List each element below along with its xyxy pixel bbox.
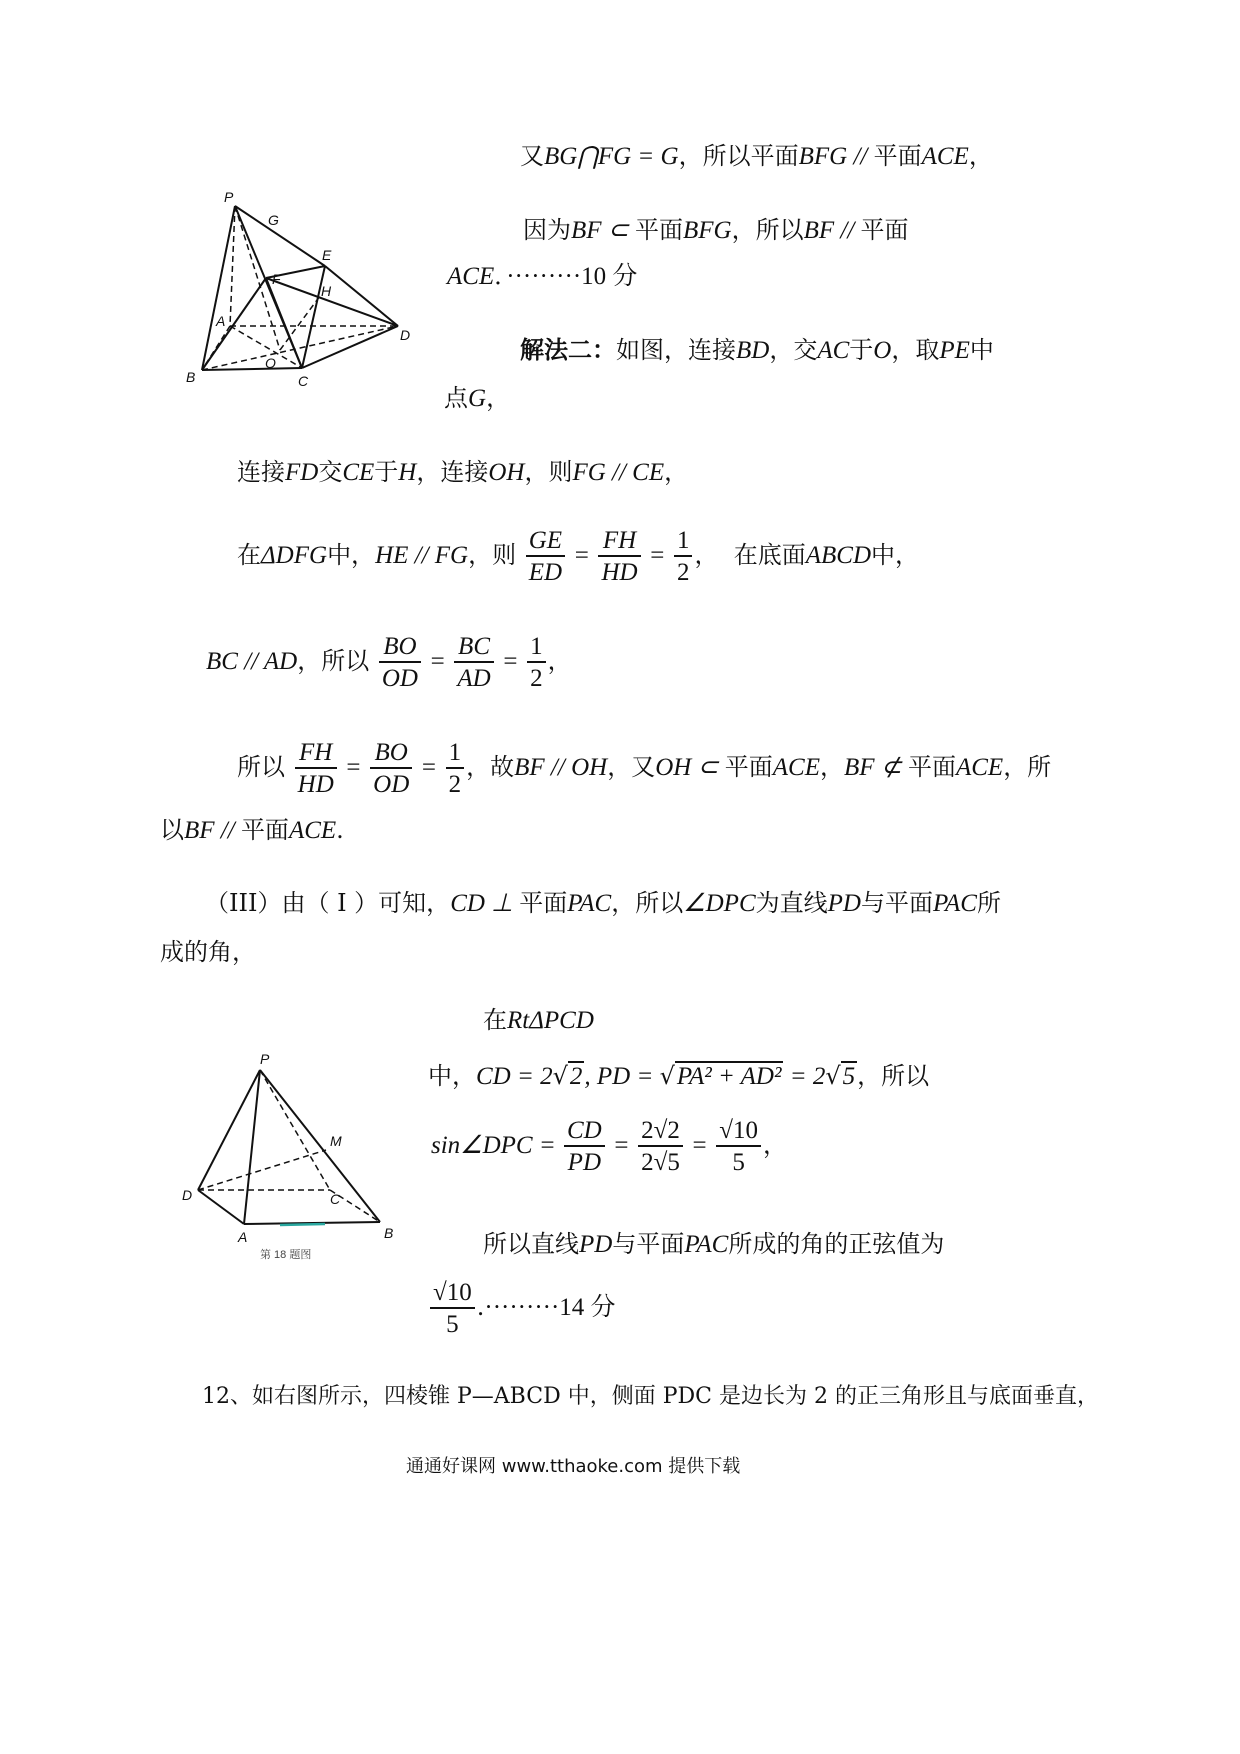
- fraction: $\frac{2√2}{2√5}$: [638, 1118, 683, 1175]
- sqrt: √PA² + AD²: [659, 1062, 782, 1090]
- fraction: $\frac{BO}{OD}$: [379, 634, 421, 691]
- fig2-label-d: D: [182, 1187, 193, 1203]
- line-14: 中，CD = 2√2, PD = √PA² + AD² = 2√5，所以: [428, 1062, 930, 1090]
- sqrt: √5: [825, 1062, 856, 1090]
- fraction: $\frac{1}{2}$: [446, 740, 465, 797]
- fig1-label-h: H: [321, 283, 332, 299]
- line-1: 又BG⋂FG = G，所以平面BFG // 平面ACE，: [520, 142, 993, 170]
- line-18: 12、如右图所示，四棱锥 P—ABCD 中，侧面 PDC 是边长为 2 的正三角形且与底面垂直，: [202, 1384, 1099, 1409]
- fraction: $\frac{BO}{OD}$: [370, 740, 412, 797]
- line-17: $\frac{√10}{5}$ .·········14 分: [428, 1280, 616, 1337]
- page-footer: 通通好课网 www.tthaoke.com 提供下载: [406, 1456, 741, 1477]
- fraction: $\frac{1}{2}$: [674, 528, 693, 585]
- pyramid-figure-2: [180, 1050, 420, 1265]
- fig2-caption: 第 18 题图: [260, 1249, 312, 1261]
- line-11: （III）由（ I ）可知，CD ⊥ 平面PAC，所以∠DPC为直线PD与平面PAC所: [205, 889, 1001, 917]
- fig1-label-a: A: [216, 313, 226, 329]
- pyramid-figure-1: [180, 180, 430, 395]
- fig2-label-c: C: [330, 1191, 341, 1207]
- line-9: 所以 $\frac{FH}{HD}$ = $\frac{BO}{OD}$ = $\frac{1}{2}$ ，故BF // OH，又OH ⊂ 平面ACE，BF ⊄ 平面ACE，所: [237, 739, 1052, 798]
- line-4: 解法二：如图，连接BD，交AC于O，取PE中: [520, 335, 994, 364]
- fig1-label-e: E: [322, 247, 332, 263]
- line-5: 点G，: [444, 384, 511, 412]
- fig1-label-d: D: [400, 327, 411, 343]
- fig2-label-a: A: [238, 1229, 248, 1245]
- line-15: sin∠DPC = $\frac{CD}{PD}$ = $\frac{2√2}{2√5}$ = $\frac{√10}{5}$ ，: [431, 1117, 787, 1176]
- fraction: $\frac{BC}{AD}$: [454, 634, 493, 691]
- fig1-label-c: C: [298, 373, 309, 389]
- fig2-label-p: P: [260, 1051, 270, 1067]
- fraction: $\frac{FH}{HD}$: [598, 528, 640, 585]
- fraction: $\frac{FH}{HD}$: [295, 740, 337, 797]
- line-6: 连接FD交CE于H，连接OH，则FG // CE，: [237, 458, 689, 486]
- line-10: 以BF // 平面ACE.: [160, 816, 344, 844]
- fig1-label-f: F: [272, 271, 281, 287]
- line-2: 因为BF ⊂ 平面BFG，所以BF // 平面: [523, 216, 909, 244]
- line-13: 在RtΔPCD: [483, 1006, 594, 1034]
- fig2-label-m: M: [330, 1133, 342, 1149]
- line-12: 成的角，: [160, 938, 256, 966]
- fig1-label-p: P: [224, 189, 234, 205]
- line-8: BC // AD，所以 $\frac{BO}{OD}$ = $\frac{BC}{AD}$ = $\frac{1}{2}$ ，: [206, 633, 572, 692]
- line-3: ACE．·········10 分: [447, 262, 638, 290]
- line-7: 在ΔDFG中，HE // FG，则 $\frac{GE}{ED}$ = $\frac{FH}{HD}$ = $\frac{1}{2}$ ， 在底面ABCD中，: [237, 527, 920, 586]
- sqrt: √2: [552, 1062, 583, 1090]
- fraction: $\frac{√10}{5}$: [716, 1118, 761, 1175]
- line-16: 所以直线PD与平面PAC所成的角的正弦值为: [483, 1230, 945, 1258]
- fig2-label-b: B: [384, 1225, 394, 1241]
- fraction: $\frac{√10}{5}$: [430, 1280, 475, 1337]
- fig1-label-b: B: [186, 369, 196, 385]
- fig1-label-g: G: [268, 212, 279, 228]
- fraction: $\frac{1}{2}$: [527, 634, 546, 691]
- fraction: $\frac{GE}{ED}$: [526, 528, 565, 585]
- fraction: $\frac{CD}{PD}$: [564, 1118, 605, 1175]
- fig1-label-o: O: [265, 355, 276, 371]
